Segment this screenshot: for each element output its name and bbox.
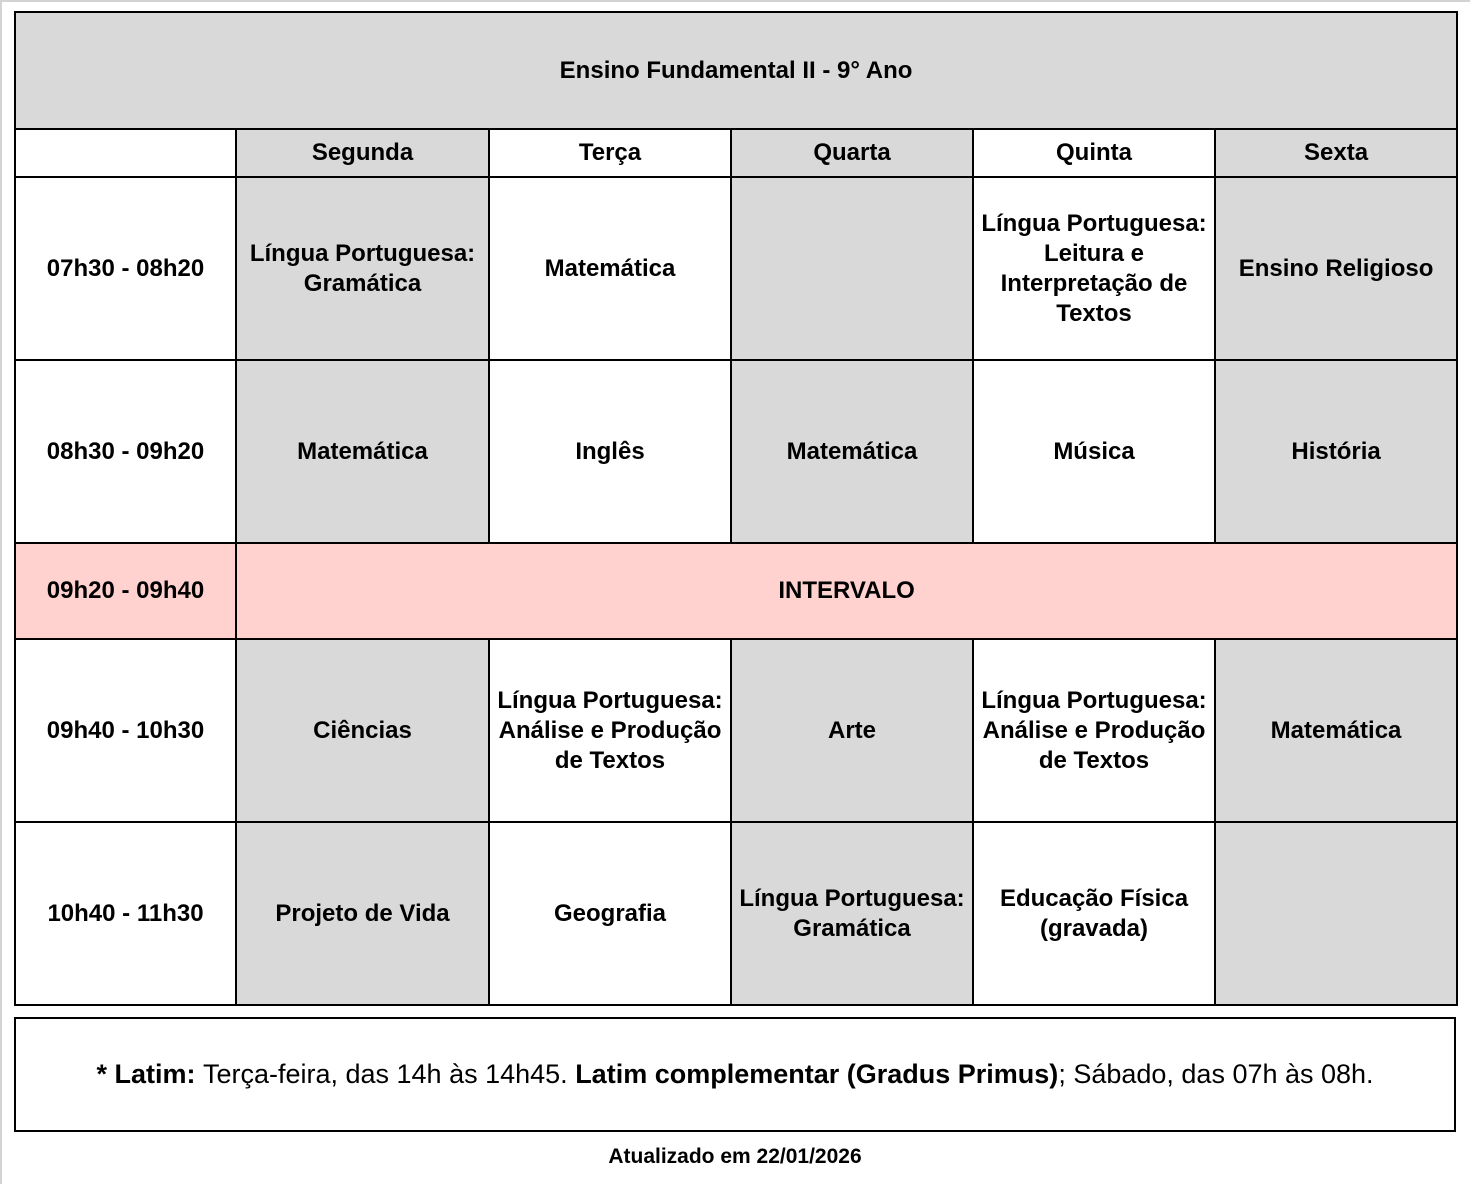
table-row [15, 360, 1457, 543]
interval-cell: INTERVALO [236, 543, 1457, 639]
lesson-cell: Língua Portuguesa: Análise e Produção de Textos [489, 639, 731, 822]
lesson-cell: Língua Portuguesa: Gramática [731, 822, 973, 1005]
footnote-segment: ; Sábado, das 07h às 08h. [1058, 1059, 1374, 1089]
table-row [15, 639, 1457, 822]
day-header: Sexta [1215, 129, 1457, 177]
lesson-cell: Matemática [236, 360, 489, 543]
lesson-cell: Inglês [489, 360, 731, 543]
empty-cell [1215, 822, 1457, 1005]
lesson-cell: Educação Física (gravada) [973, 822, 1215, 1005]
footnote-bold-segment: * Latim: [96, 1059, 203, 1089]
lesson-cell: Língua Portuguesa: Análise e Produção de Textos [973, 639, 1215, 822]
time-cell: 10h40 - 11h30 [15, 822, 236, 1005]
footnote-text [96, 1059, 1373, 1090]
empty-cell [731, 177, 973, 360]
lesson-cell: Ensino Religioso [1215, 177, 1457, 360]
lesson-cell: Ciências [236, 639, 489, 822]
table-row [15, 129, 1457, 177]
day-header: Quinta [973, 129, 1215, 177]
footnote-box [14, 1017, 1456, 1132]
lesson-cell: Matemática [1215, 639, 1457, 822]
footnote-bold-segment: Latim complementar (Gradus Primus) [575, 1059, 1059, 1089]
time-cell: 07h30 - 08h20 [15, 177, 236, 360]
day-header: Segunda [236, 129, 489, 177]
timetable-sheet [2, 2, 1470, 1169]
timetable-title: Ensino Fundamental II - 9° Ano [15, 12, 1457, 129]
footnote-segment: Terça-feira, das 14h às 14h45. [202, 1059, 576, 1089]
lesson-cell: Língua Portuguesa: Gramática [236, 177, 489, 360]
lesson-cell: Geografia [489, 822, 731, 1005]
lesson-cell: Matemática [731, 360, 973, 543]
lesson-cell: Matemática [489, 177, 731, 360]
table-row [15, 12, 1457, 129]
lesson-cell: Língua Portuguesa: Leitura e Interpretação de Textos [973, 177, 1215, 360]
lesson-cell: Projeto de Vida [236, 822, 489, 1005]
time-column-header [15, 129, 236, 177]
day-header: Terça [489, 129, 731, 177]
time-cell: 09h40 - 10h30 [15, 639, 236, 822]
table-row [15, 543, 1457, 639]
schedule-table [14, 11, 1458, 1006]
table-row [15, 822, 1457, 1005]
updated-date: Atualizado em 22/01/2026 [608, 1145, 862, 1168]
lesson-cell: Música [973, 360, 1215, 543]
day-header: Quarta [731, 129, 973, 177]
lesson-cell: História [1215, 360, 1457, 543]
time-cell: 09h20 - 09h40 [15, 543, 236, 639]
table-row [15, 177, 1457, 360]
lesson-cell: Arte [731, 639, 973, 822]
time-cell: 08h30 - 09h20 [15, 360, 236, 543]
schedule-body [15, 12, 1457, 1005]
